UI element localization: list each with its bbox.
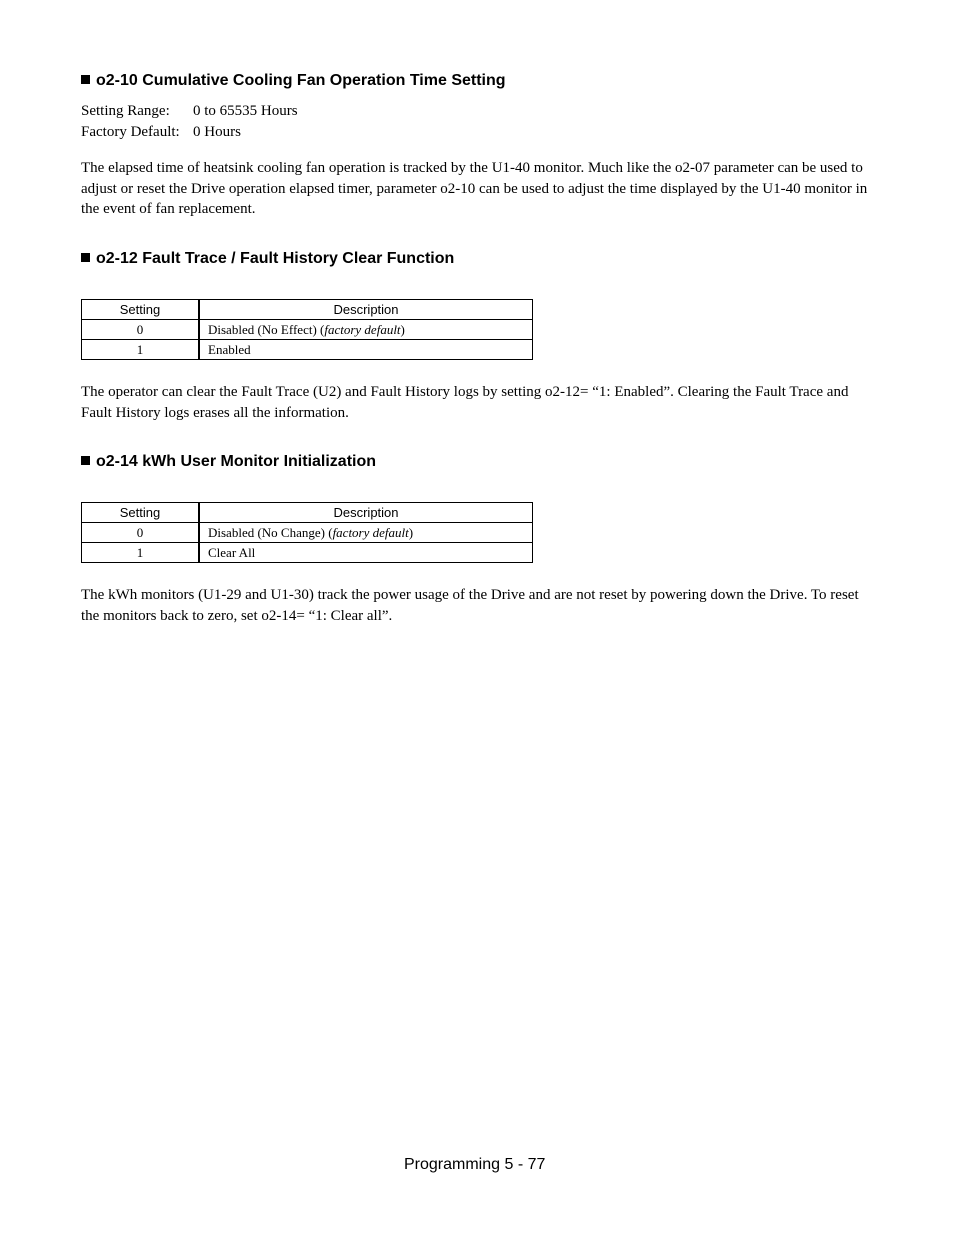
bullet-square-icon bbox=[81, 253, 90, 262]
value: 0 Hours bbox=[193, 124, 241, 140]
desc-italic: factory default bbox=[324, 322, 401, 337]
desc-italic: factory default bbox=[332, 525, 409, 540]
table-row bbox=[82, 543, 533, 563]
settings-table bbox=[81, 299, 533, 360]
description-cell bbox=[199, 523, 533, 543]
value: 0 to 65535 Hours bbox=[193, 103, 298, 119]
page-footer: Programming 5 - 77 bbox=[404, 1156, 546, 1173]
setting-cell: 1 bbox=[82, 543, 200, 563]
bullet-square-icon bbox=[81, 75, 90, 84]
factory-default bbox=[81, 122, 241, 143]
table-row bbox=[82, 523, 533, 543]
setting-range bbox=[81, 101, 298, 122]
section-heading bbox=[81, 72, 506, 90]
setting-cell: 0 bbox=[82, 320, 200, 340]
table-row bbox=[82, 340, 533, 360]
label: Setting Range: bbox=[81, 103, 170, 119]
description-cell bbox=[199, 320, 533, 340]
setting-cell: 1 bbox=[82, 340, 200, 360]
desc-post: ) bbox=[400, 322, 405, 337]
section-heading bbox=[81, 250, 454, 268]
description-cell: Enabled bbox=[199, 340, 533, 360]
desc-post: ) bbox=[408, 525, 414, 540]
description-cell: Clear All bbox=[199, 543, 533, 563]
desc-text: Disabled (No Change) ( bbox=[208, 525, 333, 540]
bullet-square-icon bbox=[81, 456, 90, 465]
settings-table bbox=[81, 502, 533, 563]
header-cell: Description bbox=[199, 300, 533, 320]
heading-text: o2-14 kWh User Monitor Initialization bbox=[96, 453, 377, 470]
section-heading bbox=[81, 453, 376, 471]
heading-text: o2-12 Fault Trace / Fault History Clear Function bbox=[96, 250, 455, 267]
header-cell: Setting bbox=[82, 300, 200, 320]
desc-text: Disabled (No Effect) ( bbox=[208, 322, 325, 337]
label: Factory Default: bbox=[81, 124, 180, 140]
paragraph: The elapsed time of heatsink cooling fan operation is tracked by the U1-40 monitor. Much like the o2-07 parameter can be used to adjust or reset the Drive operation elapsed timer, parameter o2-10 can be used to adjust the time displayed by the U1-40 monitor in the event of fan replacement. bbox=[81, 160, 868, 217]
header-cell: Description bbox=[199, 503, 533, 523]
header-cell: Setting bbox=[82, 503, 200, 523]
setting-cell: 0 bbox=[82, 523, 200, 543]
paragraph: The kWh monitors (U1-29 and U1-30) track the power usage of the Drive and are not reset by powering down the Drive. To reset the monitors back to zero, set o2-14= “1: Clear all”. bbox=[81, 587, 859, 624]
heading-text: o2-10 Cumulative Cooling Fan Operation Time Setting bbox=[96, 72, 506, 89]
paragraph: The operator can clear the Fault Trace (U2) and Fault History logs by setting o2-12= “1: Enabled”. Clearing the Fault Trace and Fault History logs erases all the information. bbox=[81, 384, 849, 421]
table-row bbox=[82, 320, 533, 340]
